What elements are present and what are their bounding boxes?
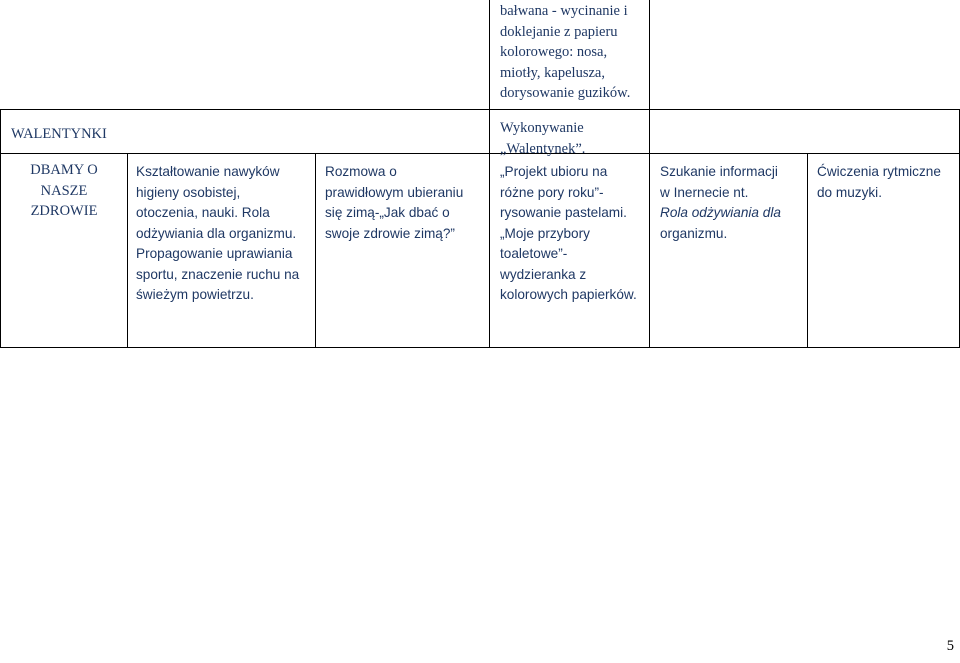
grid-line — [0, 109, 1, 348]
grid-line — [649, 0, 650, 348]
conversation-cell — [325, 162, 463, 244]
text-line: Kształtowanie nawyków — [136, 164, 280, 179]
grid-line — [489, 0, 490, 348]
text-line: „Moje przybory — [500, 225, 590, 241]
music-cell — [817, 162, 941, 203]
text-line: rysowanie pastelami. — [500, 205, 627, 220]
text-line: Rola odżywiania dla — [660, 205, 781, 220]
text-line: NASZE — [40, 182, 88, 199]
text-line: Wykonywanie — [500, 120, 584, 136]
text-line: ZDROWIE — [30, 203, 98, 219]
grid-line — [0, 109, 960, 110]
text-line: sportu, znaczenie ruchu na — [136, 266, 300, 282]
text-line: do muzyki. — [817, 184, 882, 200]
grid-line — [0, 347, 960, 348]
text-line: kolorowych papierków. — [500, 287, 637, 302]
text-line: organizmu. — [660, 225, 728, 241]
text-line: różne pory roku”- — [500, 184, 604, 200]
text-line: Rozmowa o — [325, 164, 397, 179]
text-line: higieny osobistej, — [136, 184, 241, 200]
text-line: Propagowanie uprawiania — [136, 246, 293, 261]
text-line: toaletowe”- — [500, 246, 568, 261]
page-number: 5 — [946, 638, 954, 654]
text-line: świeżym powietrzu. — [136, 287, 254, 302]
activity-cell-top — [500, 1, 630, 104]
text-line: Szukanie informacji — [660, 164, 778, 179]
text-line: wydzieranka z — [500, 266, 587, 282]
text-line: w Inernecie nt. — [660, 184, 749, 200]
text-line: bałwana - wycinanie i — [500, 3, 628, 19]
text-line: doklejanie z papieru — [500, 23, 618, 40]
activity-cell-valentines — [500, 118, 585, 159]
text-line: miotły, kapelusza, — [500, 64, 605, 81]
text-line: swoje zdrowie zimą?” — [325, 225, 455, 241]
text-line: „Projekt ubioru na — [500, 164, 608, 179]
text-line: kolorowego: nosa, — [500, 44, 608, 60]
grid-line — [315, 153, 316, 348]
grid-line — [127, 153, 128, 348]
text-line: odżywiania dla organizmu. — [136, 225, 297, 241]
text-line: dorysowanie guzików. — [500, 85, 631, 101]
topic-health — [1, 160, 127, 222]
grid-line — [0, 153, 960, 154]
text-line: Ćwiczenia rytmiczne — [817, 164, 941, 179]
goals-cell — [136, 162, 299, 306]
topic-valentines — [11, 124, 107, 145]
text-line: „Walentynek”. — [500, 140, 586, 157]
text-line: otoczenia, nauki. Rola — [136, 205, 270, 220]
topic-label: WALENTYNKI — [11, 126, 107, 142]
art-activity-cell — [500, 162, 637, 306]
grid-line — [807, 153, 808, 348]
info-search-cell — [660, 162, 781, 244]
text-line: DBAMY O — [30, 162, 98, 178]
text-line: prawidłowym ubieraniu — [325, 184, 464, 200]
text-line: się zimą-„Jak dbać o — [325, 205, 450, 220]
